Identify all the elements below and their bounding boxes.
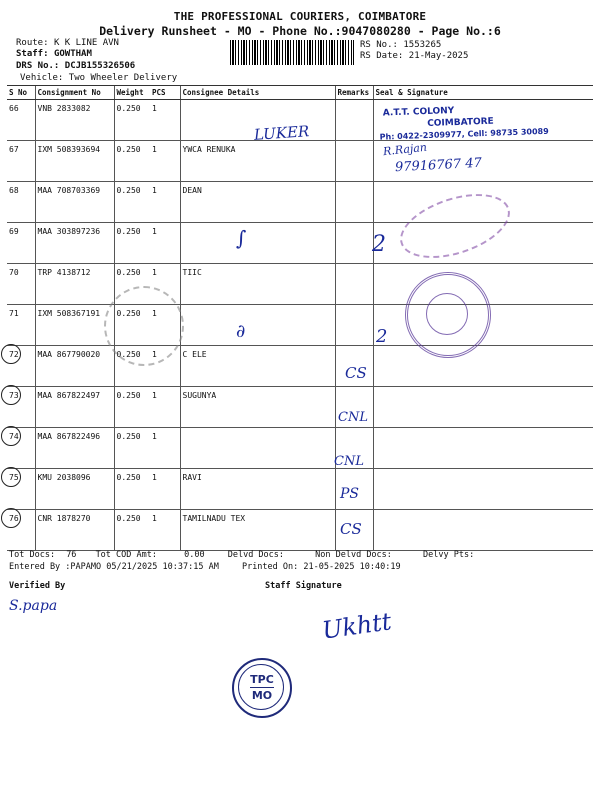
row-consignee: YWCA RENUKA — [180, 141, 335, 182]
row-consignee: SUGUNYA — [180, 387, 335, 428]
row-consignment-no: MAA 708703369 — [35, 182, 114, 223]
row-remarks — [335, 305, 373, 346]
row-sno: 66 — [7, 100, 35, 141]
row-pcs: 1 — [150, 305, 180, 346]
rs-no-line: RS No.: 1553265 — [360, 40, 442, 50]
row-consignment-no: MAA 867822497 — [35, 387, 114, 428]
row-sno: 75 — [7, 469, 35, 510]
row-pcs: 1 — [150, 346, 180, 387]
remark-row74: CNL — [338, 410, 368, 425]
row-consignee — [180, 428, 335, 469]
col-header-consignment: Consignment No — [35, 86, 114, 100]
row-remarks — [335, 264, 373, 305]
row-remarks — [335, 182, 373, 223]
row-sno: 76 — [7, 510, 35, 551]
table-row — [7, 510, 593, 551]
sno-circle-mark — [1, 426, 21, 446]
row-consignee: C ELE — [180, 346, 335, 387]
row-sno: 68 — [7, 182, 35, 223]
row-weight: 0.250 — [114, 264, 150, 305]
row-weight: 0.250 — [114, 182, 150, 223]
row-consignment-no: VNB 2833082 — [35, 100, 114, 141]
row-seal-signature — [373, 346, 593, 387]
totals-line: Tot Docs: 76 Tot COD Amt: 0.00 Delvd Docs: Non Delvd Docs: Delvy Pts: — [9, 550, 475, 560]
row-consignment-no: IXM 508393694 — [35, 141, 114, 182]
row-sno: 71 — [7, 305, 35, 346]
remark-row76-ps: PS — [340, 486, 360, 502]
table-row — [7, 346, 593, 387]
row-remarks — [335, 141, 373, 182]
row-pcs: 1 — [150, 223, 180, 264]
route-line: Route: K K LINE AVN — [16, 38, 119, 48]
row-sno: 67 — [7, 141, 35, 182]
sno-circle-mark — [1, 385, 21, 405]
sno-circle-mark — [1, 344, 21, 364]
tpc-mo-stamp: TPC MO — [232, 658, 292, 718]
staff-signature: Ukhtt — [320, 607, 394, 645]
row-weight: 0.250 — [114, 141, 150, 182]
row-consignment-no: MAA 867790020 — [35, 346, 114, 387]
row-consignment-no: TRP 4138712 — [35, 264, 114, 305]
tick-mark-row71: ∂ — [236, 321, 246, 342]
col-header-sno: S No — [7, 86, 35, 100]
runsheet-title: Delivery Runsheet - MO - Phone No.:9047080280 - Page No.:6 — [99, 24, 501, 38]
table-row — [7, 305, 593, 346]
rs-date-line: RS Date: 21-May-2025 — [360, 51, 469, 61]
sno-circle-mark — [1, 508, 21, 528]
table-row — [7, 428, 593, 469]
col-header-consignee: Consignee Details — [180, 86, 335, 100]
handwritten-receiver-name: R.Rajan — [382, 140, 428, 159]
staff-line: Staff: GOWTHAM — [16, 49, 92, 59]
row-pcs: 1 — [150, 141, 180, 182]
col-header-pcs: PCS — [150, 86, 180, 100]
handwritten-receiver-phone: 97916767 47 — [394, 155, 483, 176]
round-seal-stamp — [405, 272, 491, 358]
drs-barcode — [230, 40, 354, 65]
row-consignee: DEAN — [180, 182, 335, 223]
table-row — [7, 469, 593, 510]
table-row — [7, 141, 593, 182]
row-pcs: 1 — [150, 387, 180, 428]
mark-2-row69: 2 — [372, 232, 386, 257]
row-consignee: RAVI — [180, 469, 335, 510]
row-pcs: 1 — [150, 469, 180, 510]
row-sno: 72 — [7, 346, 35, 387]
staff-signature-label: Staff Signature — [265, 581, 342, 591]
row-seal-signature — [373, 387, 593, 428]
row-pcs: 1 — [150, 182, 180, 223]
mark-2-row71: 2 — [376, 326, 388, 347]
row-consignment-no: MAA 303897236 — [35, 223, 114, 264]
company-title: THE PROFESSIONAL COURIERS, COIMBATORE — [173, 10, 427, 23]
faded-round-stamp — [104, 286, 184, 366]
row-consignee: TIIC — [180, 264, 335, 305]
col-header-remarks: Remarks — [335, 86, 373, 100]
row-pcs: 1 — [150, 428, 180, 469]
row-sno: 73 — [7, 387, 35, 428]
table-row — [7, 387, 593, 428]
row-consignment-no: KMU 2038096 — [35, 469, 114, 510]
table-row — [7, 223, 593, 264]
row-pcs: 1 — [150, 510, 180, 551]
row-weight: 0.250 — [114, 346, 150, 387]
drs-line: DRS No.: DCJB155326506 — [16, 61, 136, 71]
remark-row76-cs: CS — [340, 520, 362, 538]
row-consignee — [180, 305, 335, 346]
row-consignee — [180, 223, 335, 264]
vehicle-line: Vehicle: Two Wheeler Delivery — [20, 73, 178, 83]
row-seal-signature — [373, 469, 593, 510]
sno-circle-mark — [1, 467, 21, 487]
row-weight: 0.250 — [114, 469, 150, 510]
verified-by-label: Verified By — [9, 581, 66, 591]
remark-row75: CNL — [334, 454, 364, 469]
row-seal-signature — [373, 510, 593, 551]
row-consignment-no: CNR 1878270 — [35, 510, 114, 551]
row-consignment-no: IXM 508367191 — [35, 305, 114, 346]
row-remarks — [335, 100, 373, 141]
row-weight: 0.250 — [114, 428, 150, 469]
row-sno: 74 — [7, 428, 35, 469]
tick-mark-row69: ∫ — [236, 226, 247, 250]
row-weight: 0.250 — [114, 223, 150, 264]
table-row — [7, 264, 593, 305]
row-sno: 69 — [7, 223, 35, 264]
verified-signature: S.papa — [9, 598, 58, 614]
row-weight: 0.250 — [114, 100, 150, 141]
row-weight: 0.250 — [114, 387, 150, 428]
row-sno: 70 — [7, 264, 35, 305]
att-colony-stamp: A.T.T. COLONY COIMBATORE Ph: 0422-2309977, Cell: 98735 30089 — [379, 106, 549, 142]
row-pcs: 1 — [150, 100, 180, 141]
entered-printed-line: Entered By :PAPAMO 05/21/2025 10:37:15 AM Printed On: 21-05-2025 10:40:19 — [9, 562, 401, 572]
row-weight: 0.250 — [114, 305, 150, 346]
handwritten-note-luker: LUKER — [253, 122, 310, 144]
row-pcs: 1 — [150, 264, 180, 305]
col-header-seal-signature: Seal & Signature — [373, 86, 593, 100]
remark-row72: CS — [345, 364, 367, 382]
col-header-weight: Weight — [114, 86, 150, 100]
row-consignment-no: MAA 867822496 — [35, 428, 114, 469]
row-remarks — [335, 223, 373, 264]
row-weight: 0.250 — [114, 510, 150, 551]
row-seal-signature — [373, 428, 593, 469]
row-consignee: TAMILNADU TEX — [180, 510, 335, 551]
runsheet-table — [7, 85, 593, 551]
